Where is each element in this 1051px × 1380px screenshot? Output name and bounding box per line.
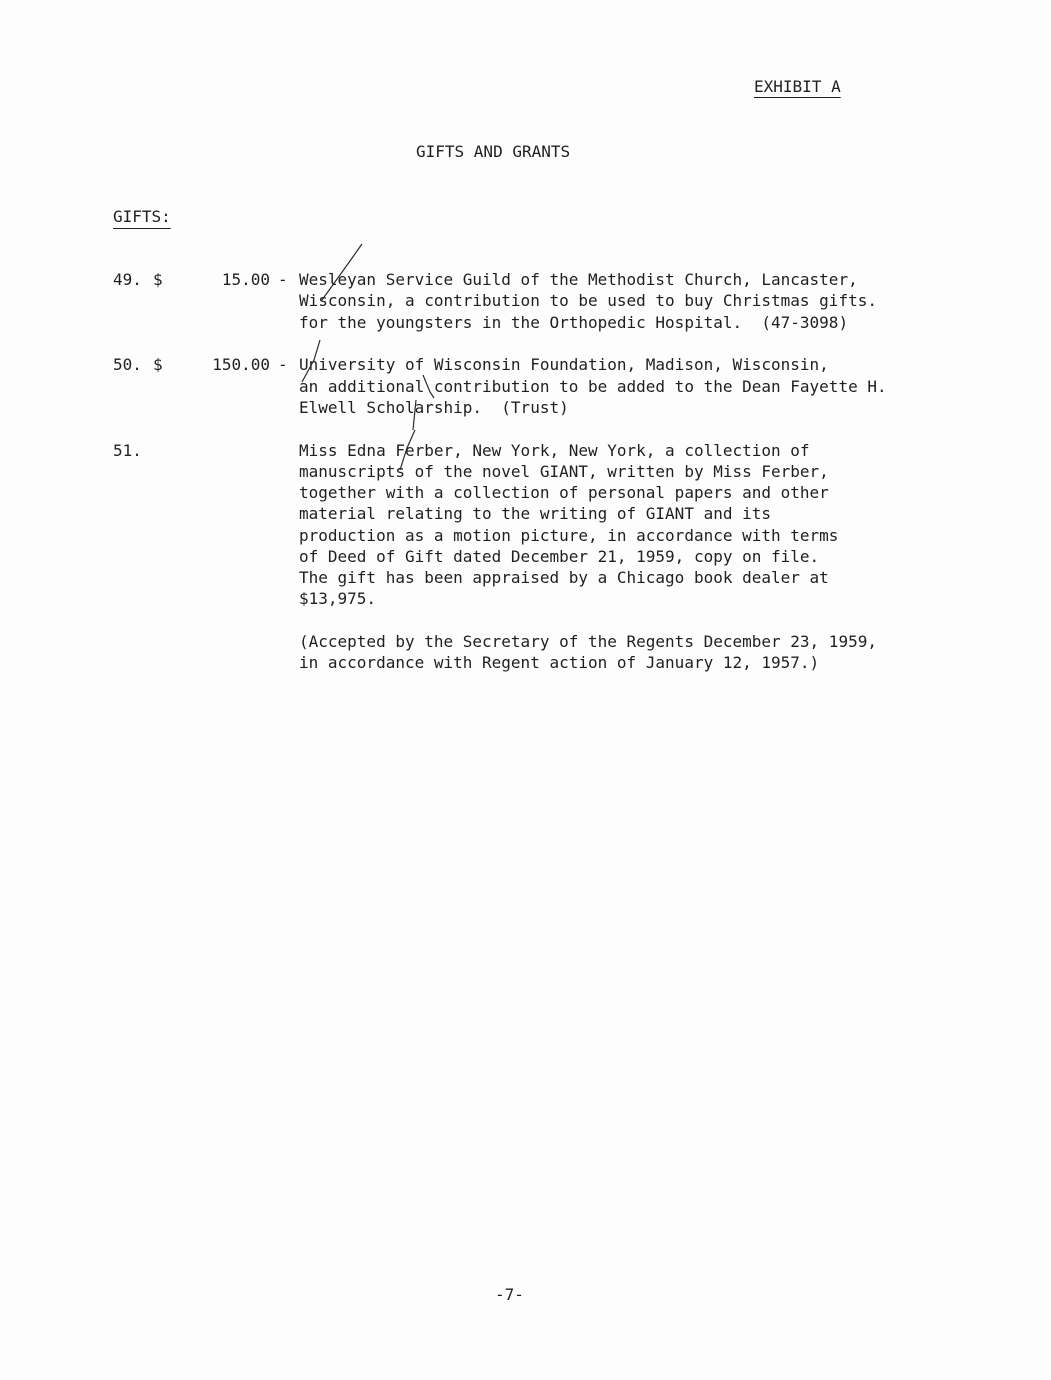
entry-currency: $ — [153, 355, 163, 374]
entry-line: an additional contribution to be added to the Dean Fayette H. — [299, 377, 887, 396]
entry-number: 49. — [113, 270, 142, 289]
entry-line: Wisconsin, a contribution to be used to buy Christmas gifts. — [299, 291, 877, 310]
entry-line: production as a motion picture, in accordance with terms — [299, 526, 839, 545]
entry-line: $13,975. — [299, 589, 377, 608]
entry-dash: - — [278, 355, 288, 374]
entry-line: University of Wisconsin Foundation, Madison, Wisconsin, — [299, 355, 829, 374]
entry-line: together with a collection of personal papers and other — [299, 483, 829, 502]
entry-line: The gift has been appraised by a Chicago book dealer at — [299, 568, 829, 587]
page-number: -7- — [495, 1285, 524, 1304]
note-line: (Accepted by the Secretary of the Regents December 23, 1959, — [299, 632, 877, 651]
entry-line: manuscripts of the novel GIANT, written by Miss Ferber, — [299, 462, 829, 481]
entry-line: Elwell Scholarship. (Trust) — [299, 398, 569, 417]
entry-line: of Deed of Gift dated December 21, 1959, copy on file. — [299, 547, 820, 566]
entry-amount: 15.00 — [221, 270, 270, 289]
note-line: in accordance with Regent action of January 12, 1957.) — [299, 653, 820, 672]
entry-number: 50. — [113, 355, 142, 374]
entry-amount: 150.00 — [212, 355, 270, 374]
entry-line: Wesleyan Service Guild of the Methodist Church, Lancaster, — [299, 270, 858, 289]
entry-line: for the youngsters in the Orthopedic Hospital. (47-3098) — [299, 313, 849, 332]
page-title: GIFTS AND GRANTS — [416, 142, 571, 161]
entry-line: Miss Edna Ferber, New York, New York, a collection of — [299, 441, 810, 460]
exhibit-label: EXHIBIT A — [754, 77, 841, 96]
section-heading-gifts: GIFTS: — [113, 207, 171, 226]
entry-number: 51. — [113, 441, 142, 460]
entry-line: material relating to the writing of GIANT and its — [299, 504, 772, 523]
entry-dash: - — [278, 270, 288, 289]
entry-currency: $ — [153, 270, 163, 289]
